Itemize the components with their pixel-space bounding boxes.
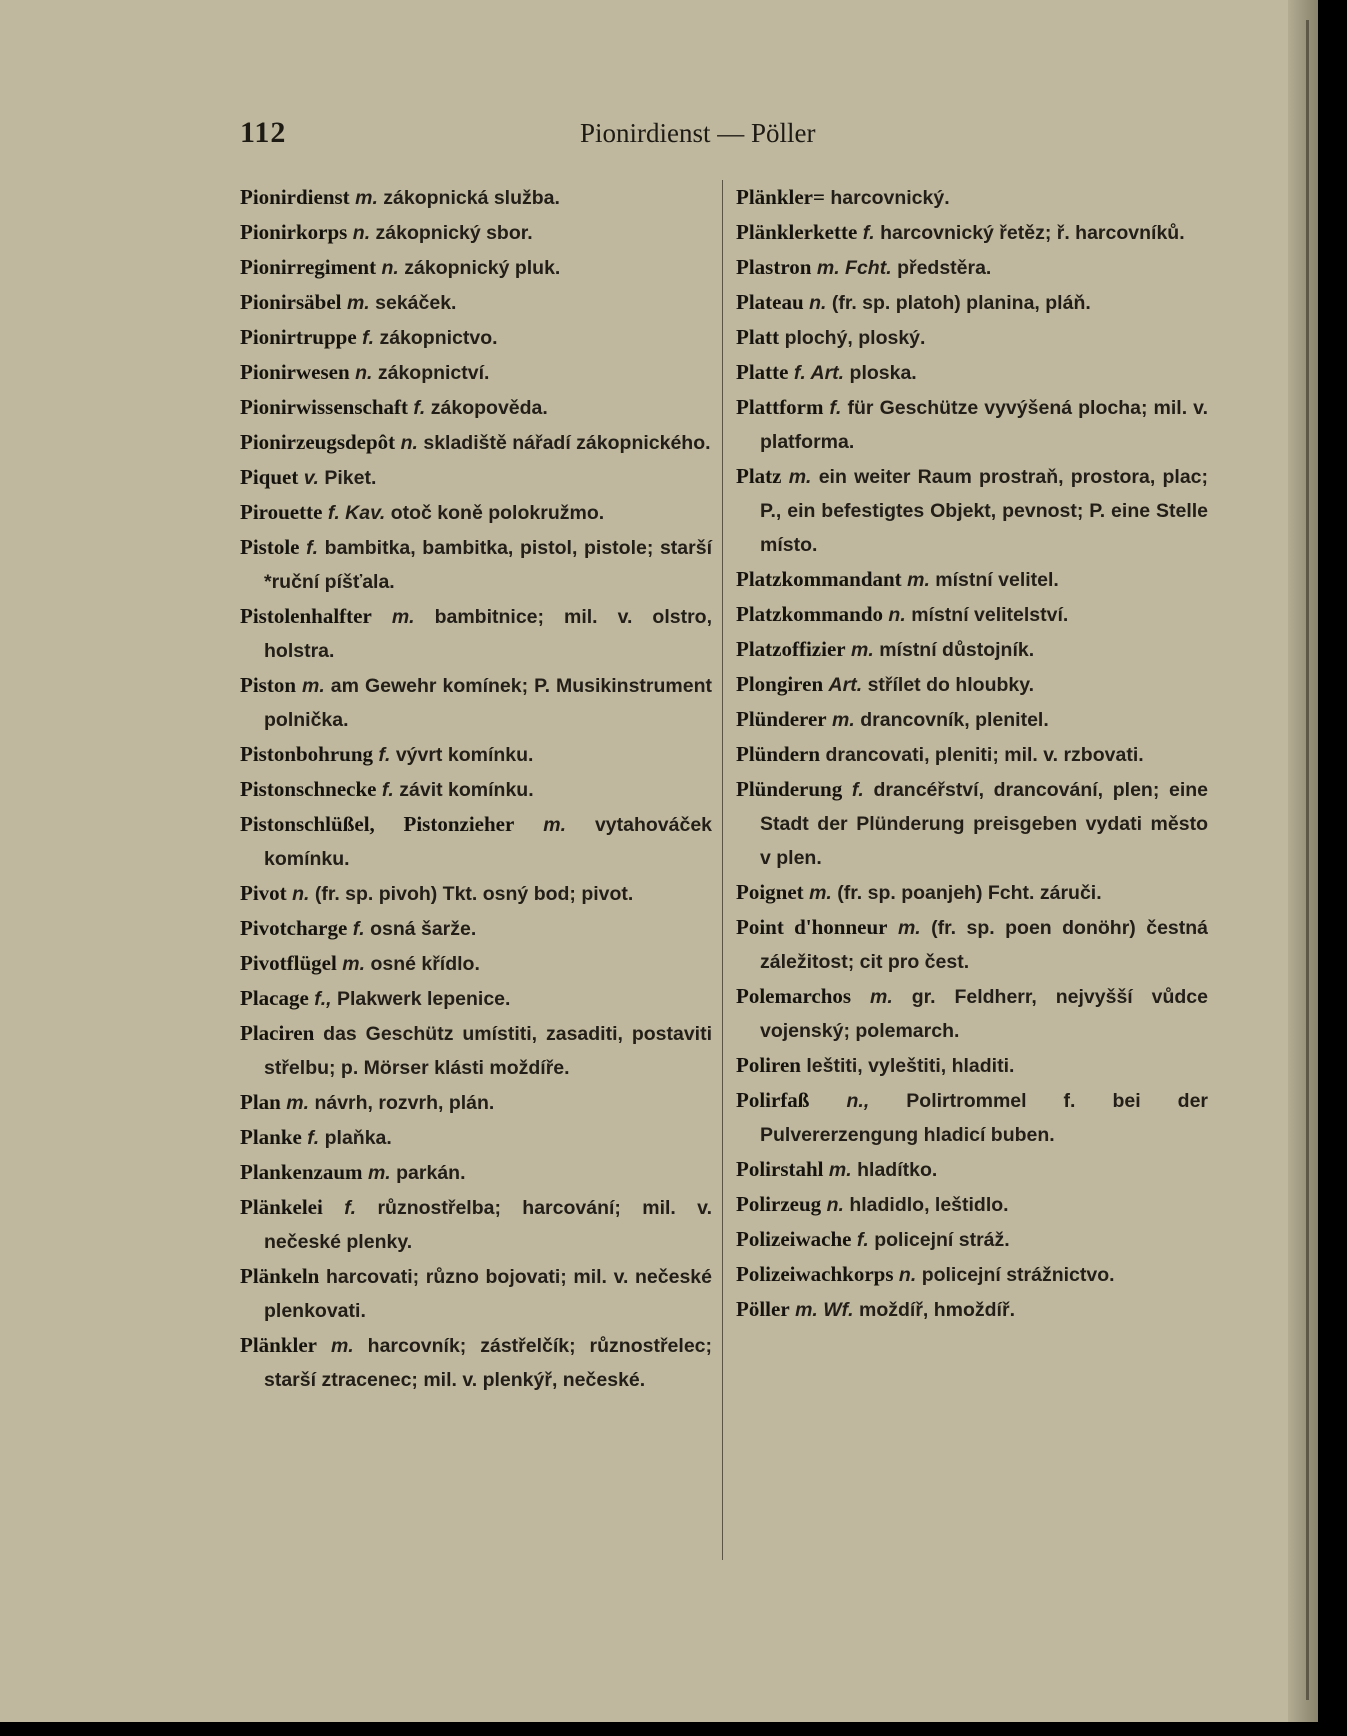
dictionary-entry xyxy=(736,180,1208,215)
entry-translation: místní velitel. xyxy=(935,569,1059,591)
entry-headword: Pistonbohrung xyxy=(240,742,374,766)
entry-translation: skladiště nářadí zákopnického. xyxy=(423,432,711,454)
dictionary-entry xyxy=(736,320,1208,355)
entry-grammar: m. xyxy=(543,814,567,836)
dictionary-entry xyxy=(736,250,1208,285)
entry-translation: vytahováček komínku. xyxy=(264,814,713,870)
column-divider xyxy=(722,180,723,1560)
dictionary-entry xyxy=(240,215,712,250)
entry-translation: zákopnický sbor. xyxy=(375,222,533,244)
dictionary-entry xyxy=(240,668,712,737)
entry-headword: Platzoffizier xyxy=(736,637,846,661)
entry-translation: předstěra. xyxy=(897,257,992,279)
dictionary-entry xyxy=(240,1085,712,1120)
entry-headword: Placage xyxy=(240,986,309,1010)
dictionary-entry xyxy=(240,355,712,390)
entry-headword: Plünderung xyxy=(736,777,843,801)
entry-grammar: f. xyxy=(862,222,875,244)
entry-headword: Pistonschlüßel, Pistonzieher xyxy=(240,812,515,836)
entry-translation: hladítko. xyxy=(857,1159,938,1181)
entry-translation: harcovník; zástřelčík; různostřelec; starší ztracenec; mil. v. plenkýř, nečeské. xyxy=(264,1335,713,1391)
page-title: Pionirdienst — Pöller xyxy=(580,118,816,148)
entry-grammar: m. xyxy=(907,569,930,591)
dictionary-entry xyxy=(240,495,712,530)
dictionary-entry xyxy=(240,285,712,320)
entry-grammar: n. xyxy=(400,432,418,454)
entry-translation: zákopnictví. xyxy=(377,362,490,384)
entry-grammar: m. xyxy=(788,466,812,488)
entry-headword: Piston xyxy=(240,673,297,697)
dictionary-entry xyxy=(736,459,1208,562)
dictionary-entry xyxy=(240,390,712,425)
dictionary-entry xyxy=(240,1259,712,1328)
entry-translation: (fr. sp. platoh) planina, pláň. xyxy=(831,292,1091,314)
entry-headword: Pionirwissenschaft xyxy=(240,395,408,419)
entry-translation: různostřelba; harcování; mil. v. nečeské plenky. xyxy=(264,1197,712,1253)
entry-grammar: m. xyxy=(367,1162,391,1184)
entry-translation: parkán. xyxy=(396,1162,466,1184)
entry-grammar: n. xyxy=(352,222,371,244)
entry-grammar: m. xyxy=(832,709,855,731)
entry-grammar: f. xyxy=(851,779,864,801)
dictionary-entry xyxy=(736,1083,1208,1152)
dictionary-entry xyxy=(736,632,1208,667)
entry-headword: Pionirdienst xyxy=(240,185,350,209)
dictionary-entry xyxy=(736,1187,1208,1222)
entry-translation: (fr. sp. pivoh) Tkt. osný bod; pivot. xyxy=(314,883,634,905)
entry-translation: hladidlo, leštidlo. xyxy=(849,1194,1009,1216)
entry-translation: střílet do hloubky. xyxy=(867,674,1035,696)
entry-headword: Polemarchos xyxy=(736,984,852,1008)
right-column xyxy=(736,180,1208,1327)
dictionary-entry xyxy=(240,1016,712,1085)
entry-grammar: f. xyxy=(306,537,319,559)
entry-grammar: m. xyxy=(286,1092,310,1114)
entry-grammar: f. xyxy=(413,397,426,419)
entry-headword: Polirstahl xyxy=(736,1157,824,1181)
entry-headword: Pistolenhalfter xyxy=(240,604,372,628)
entry-grammar: f. xyxy=(352,918,365,940)
entry-headword: Platzkommandant xyxy=(736,567,902,591)
entry-translation: místní velitelství. xyxy=(911,604,1069,626)
entry-headword: Plänkeln xyxy=(240,1264,320,1288)
entry-translation: zákopověda. xyxy=(430,397,548,419)
entry-translation: ein weiter Raum prostraň, prostora, plac; P., ein befestigtes Objekt, pevnost; P. eine Stelle místo. xyxy=(760,466,1208,556)
entry-headword: Piquet xyxy=(240,465,299,489)
entry-headword: Platt xyxy=(736,325,780,349)
entry-grammar: f. xyxy=(307,1127,320,1149)
dictionary-entry xyxy=(240,911,712,946)
entry-grammar: n. xyxy=(292,883,310,905)
entry-headword: Polirzeug xyxy=(736,1192,822,1216)
entry-translation: závit komínku. xyxy=(399,779,534,801)
entry-translation: sekáček. xyxy=(375,292,457,314)
entry-translation: Polirtrommel f. bei der Pulvererzengung hladicí buben. xyxy=(760,1090,1209,1146)
entry-translation: zákopnictvo. xyxy=(379,327,498,349)
entry-headword: Platzkommando xyxy=(736,602,883,626)
entry-headword: Plongiren xyxy=(736,672,824,696)
entry-grammar: f. xyxy=(378,744,391,766)
entry-grammar: m. Fcht. xyxy=(816,257,892,279)
entry-grammar: n. xyxy=(826,1194,844,1216)
dictionary-entry xyxy=(736,215,1208,250)
entry-translation: otoč koně polokružmo. xyxy=(390,502,605,524)
entry-grammar: m. xyxy=(809,882,832,904)
entry-translation: osné křídlo. xyxy=(370,953,480,975)
entry-translation: plochý, ploský. xyxy=(784,327,926,349)
entry-translation: bambitka, bambitka, pistol, pistole; starší *ruční píšťala. xyxy=(264,537,712,593)
dictionary-entry xyxy=(240,1190,712,1259)
dictionary-entry xyxy=(736,979,1208,1048)
entry-grammar: v. xyxy=(303,467,319,489)
entry-headword: Pirouette xyxy=(240,500,323,524)
entry-translation: osná šarže. xyxy=(370,918,477,940)
dictionary-entry xyxy=(240,599,712,668)
dictionary-entry xyxy=(240,530,712,599)
dictionary-entry xyxy=(736,875,1208,910)
entry-grammar: m. xyxy=(897,917,921,939)
entry-grammar: m. xyxy=(346,292,370,314)
entry-translation: Piket. xyxy=(324,467,377,489)
entry-grammar: Art. xyxy=(828,674,863,696)
dictionary-entry xyxy=(736,1152,1208,1187)
dictionary-entry xyxy=(736,1257,1208,1292)
entry-headword: Pionirsäbel xyxy=(240,290,342,314)
entry-translation: drancéřství, drancování, plen; eine Stadt der Plünderung preisgeben vydati město v plen. xyxy=(760,779,1208,869)
entry-grammar: m. xyxy=(828,1159,852,1181)
dictionary-entry xyxy=(240,946,712,981)
entry-headword: Planke xyxy=(240,1125,302,1149)
entry-translation: policejní stráž. xyxy=(874,1229,1010,1251)
dictionary-entry xyxy=(736,562,1208,597)
entry-translation: (fr. sp. poen donöhr) čestná záležitost; cit pro čest. xyxy=(760,917,1209,973)
entry-grammar: f. xyxy=(344,1197,357,1219)
entry-grammar: n. xyxy=(381,257,399,279)
entry-grammar: f. xyxy=(829,397,842,419)
entry-headword: Plänkler= xyxy=(736,185,825,209)
entry-translation: für Geschütze vyvýšená plocha; mil. v. platforma. xyxy=(760,397,1208,453)
dictionary-entry xyxy=(240,425,712,460)
entry-headword: Placiren xyxy=(240,1021,315,1045)
dictionary-entry xyxy=(736,1222,1208,1257)
entry-grammar: m. xyxy=(851,639,874,661)
entry-translation: moždíř, hmoždíř. xyxy=(858,1299,1015,1321)
entry-translation: ploska. xyxy=(849,362,917,384)
entry-translation: harcovnický. xyxy=(830,187,950,209)
entry-grammar: f., xyxy=(314,988,332,1010)
entry-translation: bambitnice; mil. v. olstro, holstra. xyxy=(264,606,712,662)
entry-headword: Plankenzaum xyxy=(240,1160,363,1184)
entry-translation: (fr. sp. poanjeh) Fcht. záruči. xyxy=(837,882,1102,904)
dictionary-entry xyxy=(240,460,712,495)
entry-translation: místní důstojník. xyxy=(879,639,1035,661)
entry-headword: Pivotcharge xyxy=(240,916,348,940)
entry-headword: Plänkelei xyxy=(240,1195,323,1219)
entry-grammar: f. xyxy=(381,779,394,801)
dictionary-entry xyxy=(736,285,1208,320)
running-head xyxy=(240,116,1200,160)
entry-grammar: f. Kav. xyxy=(327,502,386,524)
entry-headword: Platte xyxy=(736,360,789,384)
entry-headword: Pistonschnecke xyxy=(240,777,377,801)
entry-grammar: m. Wf. xyxy=(795,1299,854,1321)
entry-translation: am Gewehr komínek; P. Musikinstrument polnička. xyxy=(264,675,713,731)
entry-headword: Plan xyxy=(240,1090,281,1114)
entry-headword: Point d'honneur xyxy=(736,915,888,939)
dictionary-entry xyxy=(736,667,1208,702)
entry-headword: Poignet xyxy=(736,880,804,904)
page-edge-shadow xyxy=(1288,0,1318,1722)
dictionary-entry xyxy=(736,1292,1208,1327)
dictionary-entry xyxy=(240,1155,712,1190)
dictionary-entry xyxy=(240,737,712,772)
entry-headword: Pöller xyxy=(736,1297,790,1321)
entry-grammar: m. xyxy=(330,1335,354,1357)
entry-translation: plaňka. xyxy=(324,1127,392,1149)
dictionary-entry xyxy=(240,250,712,285)
entry-headword: Poliren xyxy=(736,1053,801,1077)
entry-translation: zákopnický pluk. xyxy=(404,257,561,279)
entry-headword: Pionirwesen xyxy=(240,360,350,384)
dictionary-entry xyxy=(736,355,1208,390)
entry-grammar: f. xyxy=(362,327,375,349)
entry-headword: Plattform xyxy=(736,395,824,419)
dictionary-entry xyxy=(240,1328,712,1397)
dictionary-entry xyxy=(736,737,1208,772)
dictionary-entry xyxy=(736,390,1208,459)
entry-headword: Pionirtruppe xyxy=(240,325,357,349)
entry-headword: Polirfaß xyxy=(736,1088,810,1112)
entry-headword: Pionirzeugsdepôt xyxy=(240,430,396,454)
entry-headword: Pivot xyxy=(240,881,287,905)
two-column-body xyxy=(240,180,1210,1580)
page-number: 112 xyxy=(240,116,287,149)
entry-translation: vývrt komínku. xyxy=(395,744,534,766)
entry-headword: Plastron xyxy=(736,255,812,279)
entry-headword: Plateau xyxy=(736,290,804,314)
entry-headword: Pionirkorps xyxy=(240,220,348,244)
entry-headword: Plänklerkette xyxy=(736,220,858,244)
dictionary-entry xyxy=(736,702,1208,737)
entry-translation: leštiti, vyleštiti, hladiti. xyxy=(806,1055,1015,1077)
entry-translation: das Geschütz umístiti, zasaditi, postaviti střelbu; p. Mörser klásti moždíře. xyxy=(264,1023,713,1079)
entry-grammar: m. xyxy=(342,953,366,975)
dictionary-entry xyxy=(240,876,712,911)
entry-grammar: m. xyxy=(870,986,893,1008)
entry-translation: gr. Feldherr, nejvyšší vůdce vojenský; polemarch. xyxy=(760,986,1208,1042)
entry-headword: Platz xyxy=(736,464,782,488)
entry-translation: Plakwerk lepenice. xyxy=(337,988,511,1010)
dictionary-entry xyxy=(736,772,1208,875)
dictionary-entry xyxy=(736,910,1208,979)
entry-headword: Plünderer xyxy=(736,707,827,731)
dictionary-entry xyxy=(240,981,712,1016)
entry-grammar: n. xyxy=(809,292,827,314)
entry-grammar: n. xyxy=(898,1264,917,1286)
entry-grammar: m. xyxy=(391,606,415,628)
dictionary-entry xyxy=(240,180,712,215)
dictionary-entry xyxy=(736,597,1208,632)
entry-translation: harcovati; různo bojovati; mil. v. nečeské plenkovati. xyxy=(264,1266,712,1322)
dictionary-entry xyxy=(240,320,712,355)
entry-grammar: m. xyxy=(302,675,325,697)
dictionary-entry xyxy=(240,772,712,807)
entry-translation: drancovník, plenitel. xyxy=(860,709,1049,731)
entry-headword: Plänkler xyxy=(240,1333,317,1357)
entry-headword: Pivotflügel xyxy=(240,951,337,975)
dictionary-entry xyxy=(240,807,712,876)
entry-translation: drancovati, pleniti; mil. v. rzbovati. xyxy=(825,744,1144,766)
entry-headword: Pistole xyxy=(240,535,300,559)
entry-headword: Polizeiwachkorps xyxy=(736,1262,894,1286)
entry-grammar: m. xyxy=(355,187,378,209)
entry-translation: zákopnická služba. xyxy=(383,187,560,209)
entry-grammar: n., xyxy=(846,1090,870,1112)
dictionary-entry xyxy=(240,1120,712,1155)
left-column xyxy=(240,180,712,1397)
entry-grammar: f. xyxy=(856,1229,869,1251)
entry-translation: návrh, rozvrh, plán. xyxy=(314,1092,495,1114)
entry-grammar: n. xyxy=(355,362,373,384)
entry-headword: Polizeiwache xyxy=(736,1227,852,1251)
entry-headword: Pionirregiment xyxy=(240,255,377,279)
entry-translation: policejní strážnictvo. xyxy=(921,1264,1115,1286)
dictionary-entry xyxy=(736,1048,1208,1083)
page-border-line xyxy=(1306,20,1309,1700)
entry-translation: harcovnický řetěz; ř. harcovníků. xyxy=(880,222,1185,244)
entry-grammar: n. xyxy=(888,604,906,626)
entry-headword: Plündern xyxy=(736,742,821,766)
entry-grammar: f. Art. xyxy=(793,362,845,384)
